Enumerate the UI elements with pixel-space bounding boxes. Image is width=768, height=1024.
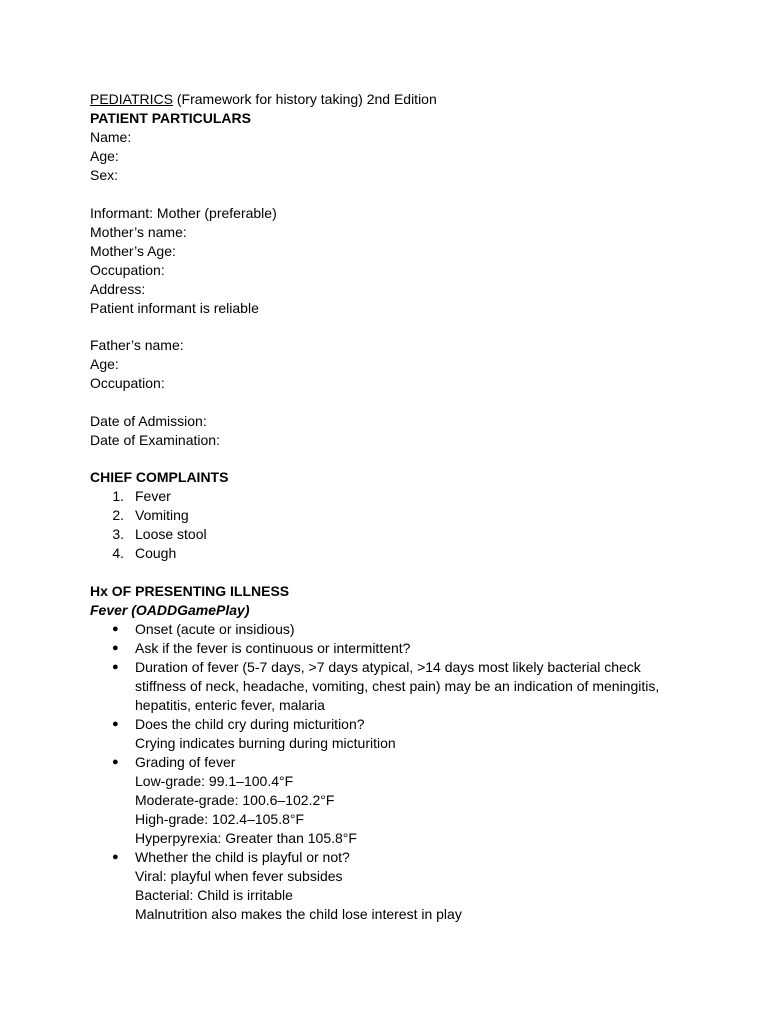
list-item-subline: Bacterial: Child is irritable: [135, 886, 293, 903]
spacer: [90, 393, 690, 412]
title-subject: PEDIATRICS: [90, 91, 173, 107]
list-item: [90, 544, 690, 563]
mother-occupation-field: Occupation:: [90, 261, 165, 278]
chief-complaints-heading: CHIEF COMPLAINTS: [90, 469, 229, 485]
list-item-subline: Malnutrition also makes the child lose interest in play: [135, 905, 462, 922]
list-number: 4.: [112, 545, 124, 561]
fathers-name-field: Father’s name:: [90, 337, 184, 353]
list-item-text: Ask if the fever is continuous or intermittent?: [135, 639, 411, 656]
father-age-field: Age:: [90, 356, 119, 372]
hpi-fever-list: [90, 620, 690, 924]
list-item-subline: High-grade: 102.4–105.8°F: [135, 810, 305, 827]
spacer: [90, 185, 690, 204]
date-of-admission-field: Date of Admission:: [90, 412, 207, 429]
hpi-heading: Hx OF PRESENTING ILLNESS: [90, 582, 290, 599]
list-item-subline: Crying indicates burning during micturition: [135, 734, 396, 751]
patient-particulars-heading: PATIENT PARTICULARS: [90, 110, 251, 126]
list-item: [90, 848, 690, 924]
list-item-subline: Low-grade: 99.1–100.4°F: [135, 772, 294, 789]
date-of-examination-field: Date of Examination:: [90, 431, 220, 448]
bullet-icon: ●: [112, 641, 119, 654]
list-item: [90, 620, 690, 639]
sex-field: Sex:: [90, 167, 119, 183]
list-item-text: Fever: [135, 488, 171, 504]
document-page: [90, 90, 690, 924]
bullet-icon: ●: [112, 622, 119, 635]
list-item-text: Whether the child is playful or not?: [135, 848, 350, 865]
list-item-text: Duration of fever (5-7 days, >7 days atypical, >14 days most likely bacterial check stiffness of neck, headache, vomiting, chest pain) may be an indication of meningitis, hepatitis, enteric fever, malaria: [135, 658, 660, 713]
list-item: [90, 715, 690, 753]
list-item-text: Does the child cry during micturition?: [135, 715, 365, 732]
list-item: [90, 639, 690, 658]
list-item: [90, 753, 690, 848]
spacer: [90, 563, 690, 582]
list-item-text: Grading of fever: [135, 753, 236, 770]
name-field: Name:: [90, 129, 132, 145]
spacer: [90, 450, 690, 469]
title-rest: (Framework for history taking) 2nd Edition: [172, 91, 437, 107]
list-item-text: Cough: [135, 545, 177, 561]
spacer: [90, 318, 690, 337]
list-number: 1.: [112, 488, 124, 504]
list-item: [90, 658, 665, 715]
list-item: [90, 506, 690, 525]
mothers-name-field: Mother’s name:: [90, 223, 187, 240]
list-item: [90, 487, 690, 506]
list-number: 2.: [112, 507, 124, 523]
bullet-icon: ●: [112, 660, 119, 673]
informant-field: Informant: Mother (preferable): [90, 204, 277, 221]
mothers-age-field: Mother’s Age:: [90, 242, 176, 259]
list-item-text: Loose stool: [135, 526, 207, 542]
bullet-icon: ●: [112, 717, 119, 730]
reliability-note: Patient informant is reliable: [90, 299, 259, 316]
address-field: Address:: [90, 280, 146, 297]
list-item-subline: Moderate-grade: 100.6–102.2°F: [135, 791, 335, 808]
list-number: 3.: [112, 526, 124, 542]
list-item: [90, 525, 690, 544]
hpi-subheading: Fever (OADDGamePlay): [90, 601, 250, 618]
bullet-icon: ●: [112, 850, 119, 863]
chief-complaints-list: [90, 487, 690, 563]
age-field: Age:: [90, 148, 119, 164]
father-occupation-field: Occupation:: [90, 375, 165, 391]
list-item-subline: Hyperpyrexia: Greater than 105.8°F: [135, 829, 357, 846]
document-title: [90, 90, 690, 109]
list-item-text: Onset (acute or insidious): [135, 620, 295, 637]
list-item-text: Vomiting: [135, 507, 189, 523]
bullet-icon: ●: [112, 755, 119, 768]
list-item-subline: Viral: playful when fever subsides: [135, 867, 343, 884]
